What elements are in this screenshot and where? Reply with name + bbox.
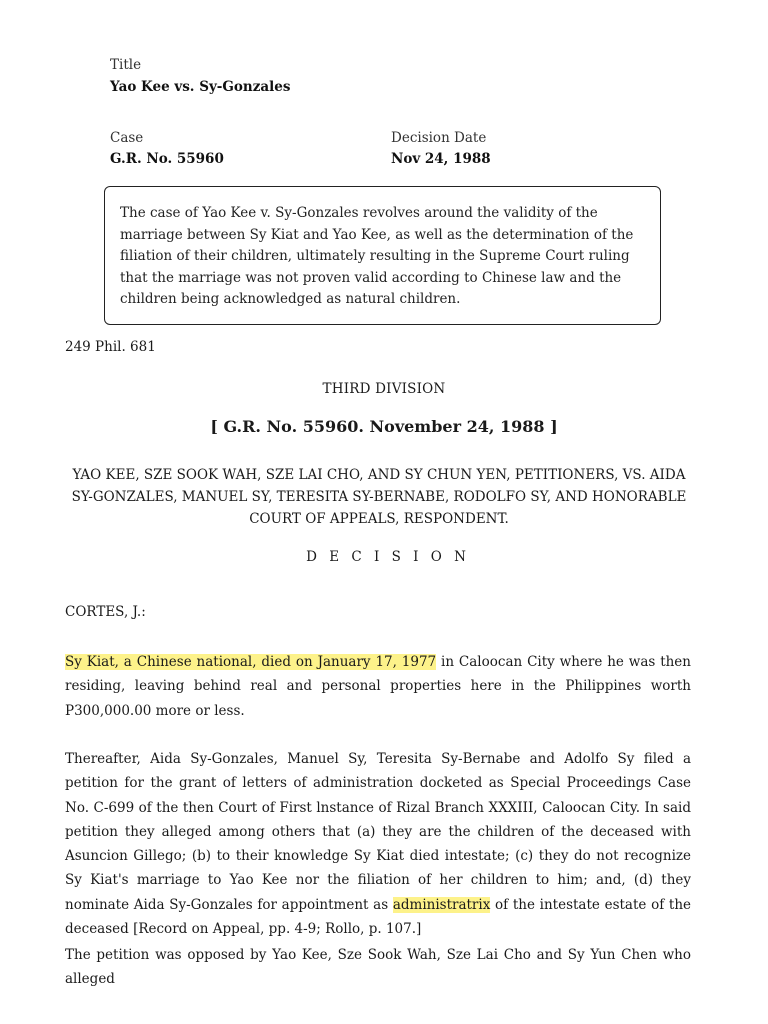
paragraph-text: of the intestate estate of the deceased [Record on Appeal, pp. 4-9; Rollo, p. 107.]: [65, 896, 692, 938]
highlighted-text: administratrix: [392, 896, 491, 913]
case-summary-text: The case of Yao Kee v. Sy-Gonzales revolves around the validity of the marriage between Sy Kiat and Yao Kee, as well as the determination of the filiation of their children, ultimately resulting in the Supreme Court ruling that the marriage was not proven valid according to Chinese law and the children being acknowledged as natural children.: [120, 205, 634, 307]
decision-heading: D E C I S I O N: [306, 549, 470, 565]
gr-number-heading: [ G.R. No. 55960. November 24, 1988 ]: [210, 417, 558, 436]
paragraph-3: [65, 943, 691, 992]
case-summary-box: [104, 186, 661, 325]
case-title: Yao Kee vs. Sy-Gonzales: [110, 79, 291, 95]
paragraph-2: [65, 747, 691, 941]
paragraph-text: Thereafter, Aida Sy-Gonzales, Manuel Sy, Teresita Sy-Bernabe and Adolfo Sy filed a petition for the grant of letters of administration docketed as Special Proceedings Case No. C-699 of the then Court of First lnstance of Rizal Branch XXXIII, Caloocan City. In said petition they alleged among others that (a) they are the children of the deceased with Asuncion Gillego; (b) to their knowledge Sy Kiat died intestate; (c) they do not recognize Sy Kiat's marriage to Yao Kee nor the filiation of her children to him; and, (d) they nominate Aida Sy-Gonzales for appointment as: [65, 751, 691, 913]
title-label: Title: [110, 57, 142, 73]
highlighted-text: Sy Kiat, a Chinese national, died on January 17, 1977: [65, 654, 437, 670]
case-number: G.R. No. 55960: [110, 151, 224, 167]
decision-date: Nov 24, 1988: [391, 151, 491, 167]
case-parties: YAO KEE, SZE SOOK WAH, SZE LAI CHO, AND SY CHUN YEN, PETITIONERS, VS. AIDA SY-GONZALES, MANUEL SY, TERESITA SY-BERNABE, RODOLFO SY, AND HONORABLE COURT OF APPEALS, RESPONDENT.: [71, 467, 687, 527]
paragraph-text: The petition was opposed by Yao Kee, Sze Sook Wah, Sze Lai Cho and Sy Yun Chen who alleged: [65, 947, 691, 988]
ponente: CORTES, J.:: [65, 604, 146, 620]
case-label: Case: [110, 130, 144, 146]
paragraph-1: [65, 650, 691, 723]
citation: 249 Phil. 681: [65, 339, 156, 355]
decision-date-label: Decision Date: [391, 130, 487, 146]
division-heading: THIRD DIVISION: [322, 381, 446, 397]
paragraph-text: in Caloocan City where he was then residing, leaving behind real and personal properties here in the Philippines worth P300,000.00 more or less.: [65, 654, 691, 719]
